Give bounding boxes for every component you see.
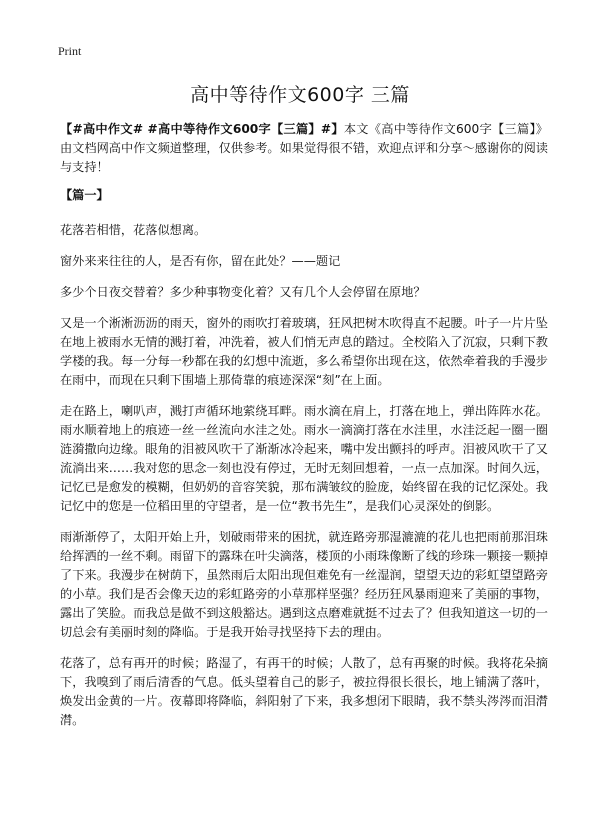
paragraph: 雨渐渐停了，太阳开始上升，划破雨带来的困扰，就连路旁那湿漉漉的花儿也把雨前那泪珠给挥洒的一丝不剩。雨留下的露珠在叶尖滴落，楼顶的小雨珠像断了线的珍珠一颗接一颗掉了下来。我漫步在树荫下，虽然雨后太阳出现但难免有一丝湿润，望望天边的彩虹望望路旁的小草。我们是否会像天边的彩虹路旁的小草那样坚强？经历狂风暴雨迎来了美丽的事物，露出了笑脸。而我总是做不到这般豁达。遇到这点磨难就挺不过去了？但我知道这一切的一切总会有美丽时刻的降临。于是我开始寻找坚持下去的理由。 (60, 530, 548, 639)
paragraph: 走在路上，喇叭声，溅打声循环地萦绕耳畔。雨水滴在肩上，打落在地上，弹出阵阵水花。雨水顺着地上的痕迹一丝一丝流向水洼之处。雨水一滴滴打落在水洼里，水洼泛起一圈一圈涟漪撒向边缘。眼角的泪被风吹干了渐渐冰冷起来，嘴中发出颤抖的呼声。泪被风吹干了又流淌出来……我对您的思念一刻也没有停过，无时无刻回想着，一点一点加深。时间久远，记忆已是愈发的模糊，但奶奶的音容笑貌，那布满皱纹的脸庞，始终留在我的记忆深处。我记忆中的您是一位稻田里的守望者，是一位“教书先生”，是我们心灵深处的倒影。 (60, 404, 548, 513)
paragraph: 花落若相惜，花落似想离。 (60, 223, 207, 237)
paragraph: 花落了，总有再开的时候；路湿了，有再干的时候；人散了，总有再聚的时候。我将花朵摘下，我嗅到了雨后清香的气息。低头望着自己的影子，被拉得很长很长，地上铺满了落叶，焕发出金黄的一片。夜幕即将降临，斜阳射了下来，我多想闭下眼睛，我不禁头涔涔而泪潸潸。 (60, 656, 548, 727)
intro-text: 本文《高中等待作文600字【三篇】》由文档网高中作文频道整理，仅供参考。如果觉得很不错，欢迎点评和分享～感谢你的阅读与支持！ (60, 122, 548, 174)
intro-tags: 【#高中作文# #高中等待作文600字【三篇】#】 (60, 122, 344, 136)
paragraph: 窗外来来往往的人，是否有你，留在此处？——题记 (60, 254, 341, 268)
paragraph: 又是一个淅淅沥沥的雨天，窗外的雨吹打着玻璃，狂风把树木吹得直不起腰。叶子一片片坠在地上被雨水无情的溅打着，冲洗着，被人们悄无声息的踏过。全校陷入了沉寂，只剩下教学楼的我。每一分每一秒都在我的幻想中流逝，多么希望你出现在这，依然牵着我的手漫步在雨中，而现在只剩下围墙上那倚靠的痕迹深深“刻”在上面。 (60, 316, 548, 387)
intro-paragraph (60, 120, 548, 177)
print-label: Print (58, 44, 82, 58)
section-heading: 【篇一】 (60, 188, 109, 202)
page-title: 高中等待作文600字 三篇 (190, 84, 410, 106)
article-body (60, 120, 548, 742)
paragraph: 多少个日夜交替着？多少种事物变化着？又有几个人会停留在原地？ (60, 285, 426, 299)
